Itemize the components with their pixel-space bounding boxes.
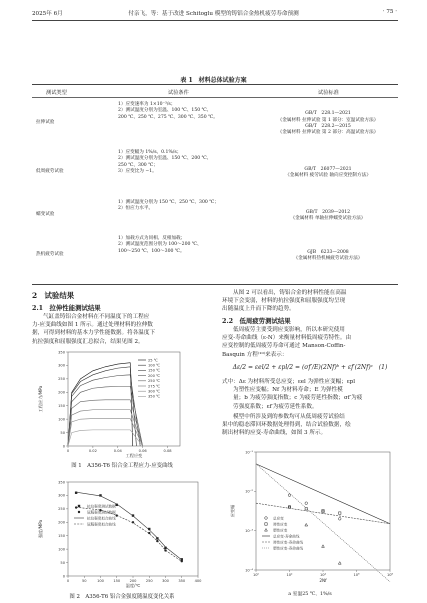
legend-swatch xyxy=(265,529,268,532)
y-tick-label: 100 xyxy=(58,417,65,422)
y-axis-label: 工程应力/MPa xyxy=(38,385,43,413)
table-cell-type: 低周疲劳试验 xyxy=(36,169,64,174)
table-cell-type: 蠕变试验 xyxy=(36,212,55,217)
x-tick-label: 350 xyxy=(178,579,186,583)
plot-frame xyxy=(68,352,180,446)
table-cell-type: 热机疲劳试验 xyxy=(36,252,64,257)
legend-label: 总应变 xyxy=(273,516,284,521)
series-line xyxy=(68,375,140,446)
y-tick-label: 10⁻³ xyxy=(245,528,253,533)
x-tick-label: 200 xyxy=(129,579,137,583)
y-tick-label: 350 xyxy=(58,480,65,485)
data-point xyxy=(75,492,77,494)
x-tick-label: 300 xyxy=(162,579,169,583)
table-top-rule xyxy=(32,84,398,85)
series-line xyxy=(68,419,143,446)
y-tick-label: 300 xyxy=(58,363,65,368)
header-rule xyxy=(32,20,398,21)
legend-swatch xyxy=(265,523,267,525)
equation-definitions: 式中：Δε 为材料所受总应变；εel 为弹性应变幅；εpl 为塑性应变幅；Nf 为材料寿命；E 为弹性模 量；b 为疲劳强度指数；c 为疲劳延性指数；σf′为疲 劳强度系数；εf′为疲劳延性系数。 xyxy=(222,379,363,410)
legend-label: 抗拉强度拟合曲线 xyxy=(87,516,116,521)
legend-label: 100 ℃ xyxy=(148,363,161,368)
y-tick-label: 10⁻¹ xyxy=(245,450,253,455)
strength-discussion-paragraph: 从图 2 可以看出，铸铝合金的材料性能在高温 环境下会变弱，材料的抗拉强度和屈服强度均呈现 出随温度上升而下降的趋势。 xyxy=(222,290,347,313)
legend-swatch xyxy=(78,505,80,507)
y-axis-label: 应变幅 xyxy=(230,504,235,518)
table-bottom-rule xyxy=(32,284,398,285)
header-date: 2025年 6月 xyxy=(32,11,63,17)
legend-swatch xyxy=(78,511,80,513)
figure-strain-life xyxy=(226,446,398,590)
x-tick-label: 10⁴ xyxy=(319,573,327,577)
x-tick-label: 10² xyxy=(286,573,293,577)
table-cell-standard: GB/T 2039—2012 《金属材料 单轴拉伸蠕变试验方法》 xyxy=(290,209,366,221)
y-tick-label: 50 xyxy=(60,430,65,435)
legend-label: 250 ℃ xyxy=(148,379,161,384)
x-tick-label: 400 xyxy=(194,579,202,583)
section-heading: 2 试验结果 xyxy=(32,291,75,300)
figure1-caption: 图 1 A356-T6 铝合金工程应力-应变曲线 xyxy=(71,463,173,469)
data-point xyxy=(305,523,308,526)
legend-label: 屈服强度测试数据 xyxy=(87,510,116,515)
equation-1: Δε/2 = εel/2 + εpl/2 = (σf′/E)(2Nf)ᵇ + εf′(2Nf)ᶜ (1) xyxy=(232,364,388,371)
legend-label: 25 ℃ xyxy=(148,358,158,363)
table-cell-conditions: 1）加载方式为同相、反相加载； 2）测试温度范围分别为 100～200 ℃、 100～250 ℃、100～300 ℃。 xyxy=(118,236,202,254)
y-tick-label: 10⁻⁴ xyxy=(245,568,253,573)
legend-label: 300 ℃ xyxy=(148,389,161,394)
y-tick-label: 250 xyxy=(58,377,65,382)
table-cell-standard: GB/T 228.1—2021 《金属材料 拉伸试验 第 1 部分：室温试验方法》 GB/T 228.2—2015 《金属材料 拉伸试验 第 2 部分：高温试验方法》 xyxy=(277,111,379,136)
legend-label: 弹性应变-寿命曲线 xyxy=(273,540,304,545)
legend-label: 总应变-寿命曲线 xyxy=(273,534,300,539)
data-point xyxy=(305,502,308,505)
y-tick-label: 0 xyxy=(62,444,65,449)
plot-frame xyxy=(68,482,198,576)
legend-label: 弹性应变 xyxy=(273,522,288,527)
y-tick-label: 150 xyxy=(58,404,65,409)
header-page-number: · 75 · xyxy=(382,9,397,15)
x-tick-label: 10⁸ xyxy=(386,573,394,577)
x-tick-label: 10⁶ xyxy=(353,573,360,577)
y-tick-label: 200 xyxy=(58,390,65,395)
table-cell-conditions: 1）测试温度分别为 150 ℃、250 ℃、300 ℃； 2）恒应力水平。 xyxy=(118,200,220,212)
x-tick-label: 250 xyxy=(145,579,153,583)
legend-label: 275 ℃ xyxy=(148,384,161,389)
y-tick-label: 300 xyxy=(58,493,65,498)
data-point xyxy=(288,494,291,497)
x-tick-label: 0.04 xyxy=(113,449,122,453)
series-line xyxy=(68,410,143,446)
header-title: 付亲飞，等：基于改进 Schitoglu 模型的铸铝合金热机疲劳寿命预测 xyxy=(128,11,299,17)
x-tick-label: 10⁰ xyxy=(252,573,260,577)
table-cell-standard: GB/T 26077—2021 《金属材料 疲劳试验 轴向应变控制方法》 xyxy=(285,166,371,178)
x-tick-label: 0.02 xyxy=(88,449,97,453)
plot-frame xyxy=(256,452,390,570)
x-tick-label: 0.06 xyxy=(138,449,147,453)
legend-label: 塑性应变 xyxy=(273,528,288,533)
x-axis-label: 温度/℃ xyxy=(125,583,141,588)
series-line xyxy=(68,430,143,446)
table-header-conditions: 试验条件 xyxy=(168,90,189,96)
legend-label: 抗拉强度测试数据 xyxy=(87,504,116,509)
x-tick-label: 100 xyxy=(97,579,104,583)
figure3-subcaption: a 室温25 ℃、1%/s xyxy=(288,592,332,597)
series-line xyxy=(68,367,136,446)
lcf-paragraph: 低周疲劳主要受到应变影响，所以本研究使用 应变-寿命曲线（ε-N）来衡量材料低周疲劳特性。由 应变控制的低周疲劳寿命可通过 Manson-Coffin- Basquin 方程⁽¹⁰⁾来表示： xyxy=(222,327,352,358)
y-tick-label: 250 xyxy=(58,507,65,512)
tensile-paragraph: 气缸盖铸铝合金材料在不同温度下的工程应 力-应变曲线如图 1 所示。通过处理材料的拉伸数 据，可得到材料的基本力学性能数据。将各温度下 抗拉强度和屈服强度汇总拟合，结果见图 2。 xyxy=(32,314,156,345)
legend-label: 塑性应变-寿命曲线 xyxy=(273,546,304,551)
table-cell-conditions: 1）应变速率为 1×10⁻³/s； 2）测试温度分别为室温、100 ℃、150 ℃、 200 ℃、250 ℃、275 ℃、300 ℃、350 ℃。 xyxy=(118,102,218,120)
data-point xyxy=(338,518,341,521)
table-header-type: 测试类型 xyxy=(46,90,67,96)
table-header-standard: 试验标准 xyxy=(318,90,339,96)
x-axis-label: 2Nf xyxy=(319,578,327,583)
y-tick-label: 10⁻² xyxy=(245,489,253,494)
legend-label: 200 ℃ xyxy=(148,373,161,378)
legend-swatch xyxy=(265,517,268,520)
x-tick-label: 150 xyxy=(113,579,121,583)
table-cell-conditions: 1）应变幅为 1%/s、0.1%/s； 2）测试温度分别为室温、150 ℃、200 ℃、 250 ℃、300 ℃； 3）应变比为 −1。 xyxy=(118,150,212,175)
table-header-rule xyxy=(32,97,398,98)
data-point xyxy=(339,512,341,514)
table-cell-standard: GJB 6233—2008 《金属材料热机械疲劳试验方法》 xyxy=(293,249,363,261)
table-caption: 表 1 材料总体试验方案 xyxy=(180,77,247,84)
data-point xyxy=(338,562,341,565)
y-tick-label: 50 xyxy=(60,560,65,565)
legend-label: 150 ℃ xyxy=(148,368,161,373)
figure-stress-strain xyxy=(30,346,215,458)
legend-label: 350 ℃ xyxy=(148,394,161,399)
table-cell-type: 拉伸试验 xyxy=(36,120,55,125)
x-tick-label: 0 xyxy=(66,449,70,453)
y-tick-label: 0 xyxy=(62,574,65,579)
y-tick-label: 100 xyxy=(58,547,65,552)
x-tick-label: 0 xyxy=(66,579,70,583)
y-tick-label: 150 xyxy=(58,534,65,539)
subsection-lcf: 2.2 低周疲劳测试结果 xyxy=(222,317,291,325)
y-tick-label: 200 xyxy=(58,520,65,525)
y-tick-label: 350 xyxy=(58,350,65,355)
x-axis-label: 工程应变 xyxy=(125,453,143,458)
figure2-caption: 图 2 A356-T6 铝合金强度随温度变化关系 xyxy=(69,594,175,600)
subsection-tensile: 2.1 拉伸性能测试结果 xyxy=(32,304,101,312)
y-axis-label: 强度/MPa xyxy=(38,519,43,539)
data-point xyxy=(322,545,325,548)
x-tick-label: 50 xyxy=(81,579,87,583)
figure-strength-temperature xyxy=(30,476,215,590)
x-tick-label: 0.08 xyxy=(163,449,172,453)
model-paragraph: 模型中所涉及到的参数均可从低周疲劳试验结 果中的稳态滞回环数据处理得到，结合试验数据，绘 制出材料的应变-寿命曲线，如图 3 所示。 xyxy=(222,414,351,437)
legend-label: 屈服强度拟合曲线 xyxy=(87,522,116,527)
